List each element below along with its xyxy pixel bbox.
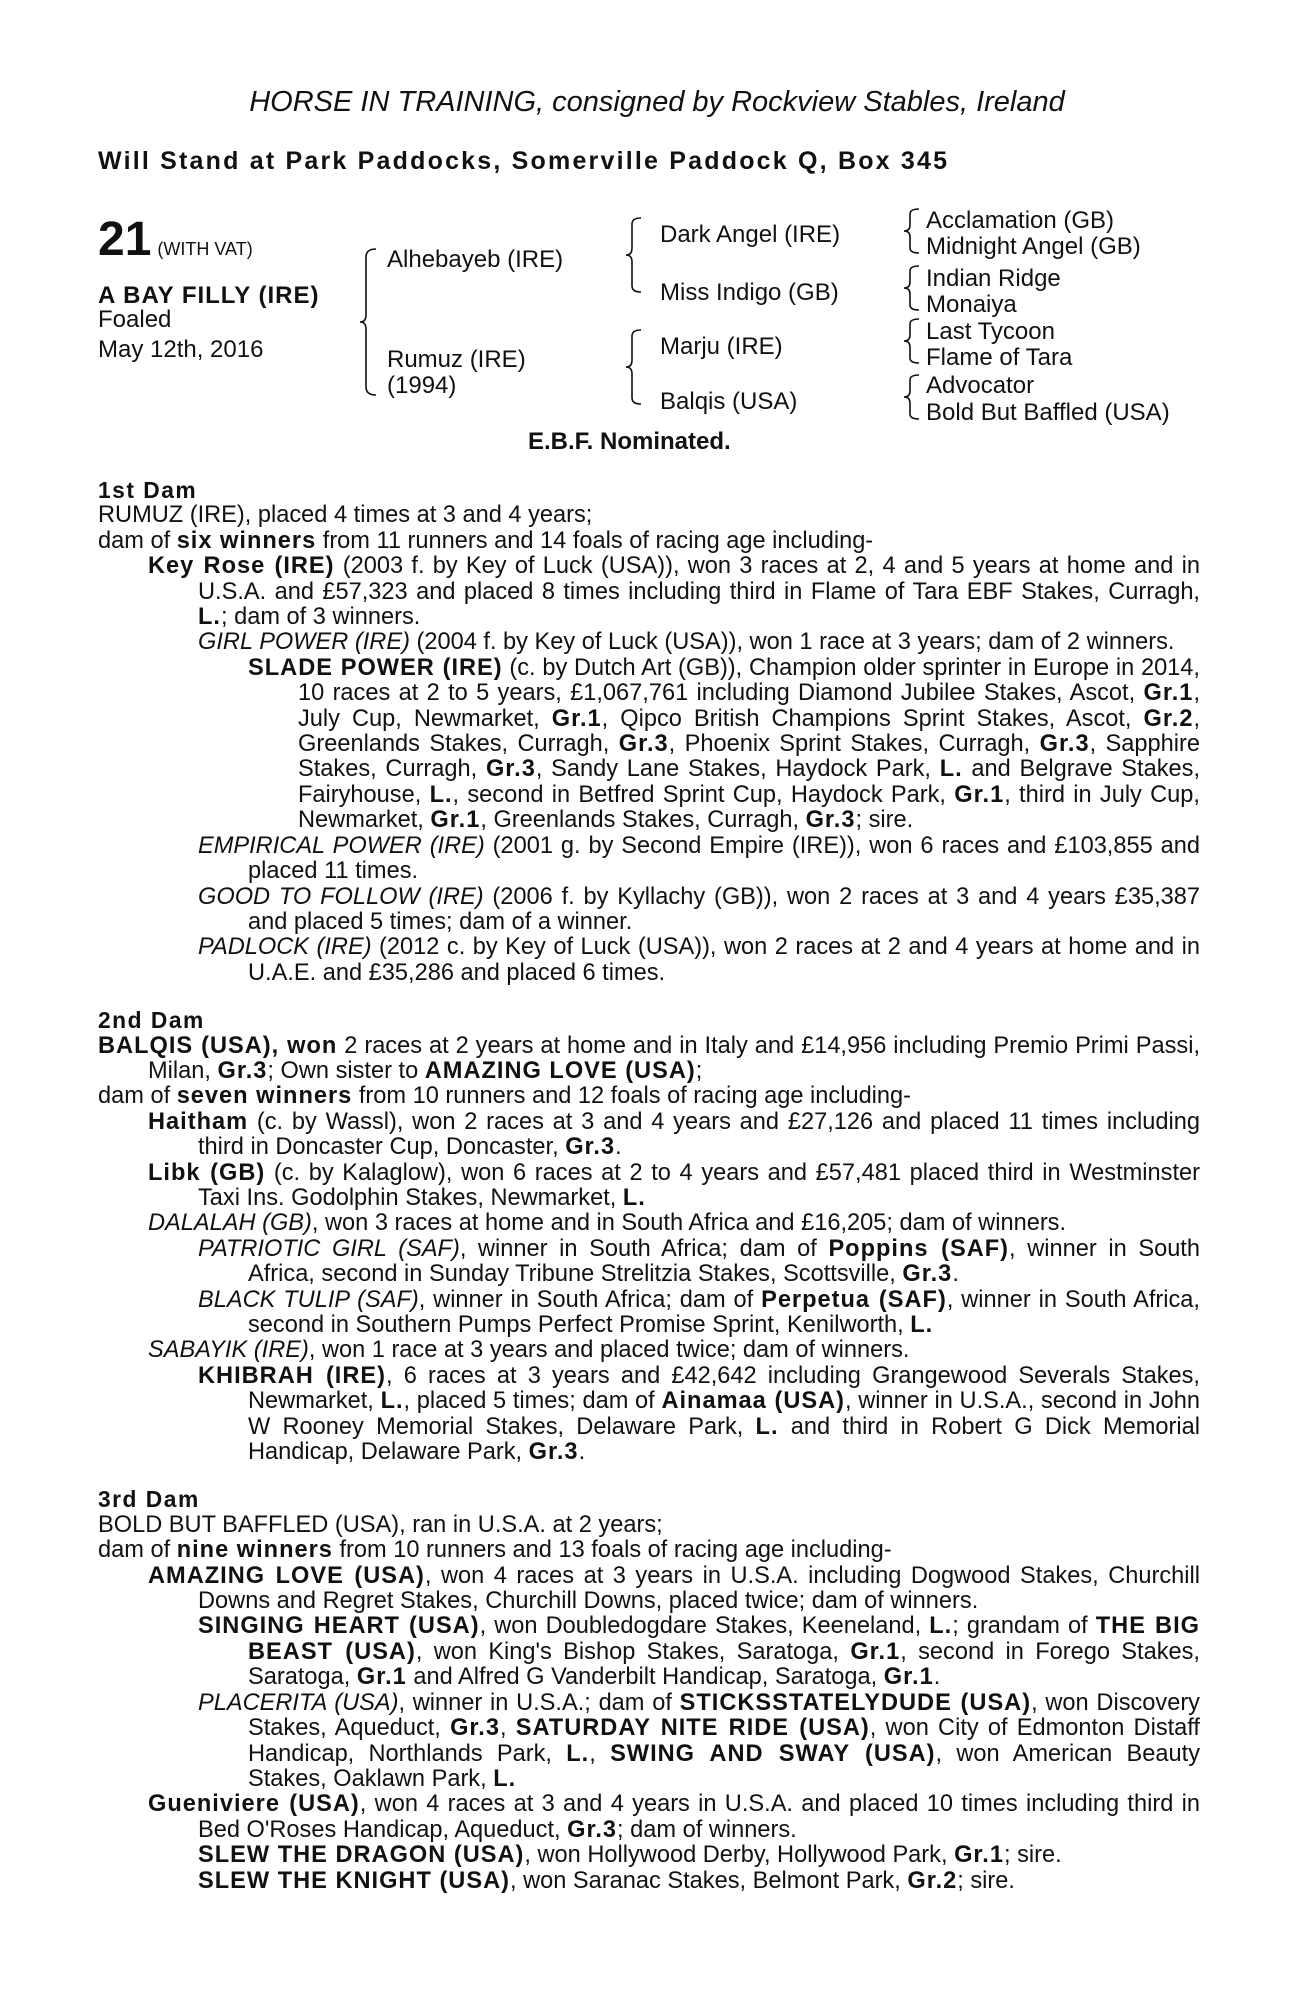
pedigree-brace-dd [902, 373, 924, 421]
first-dam-heading: 1st Dam [98, 477, 198, 503]
pedigree-dam-dam: Balqis (USA) [660, 388, 798, 415]
pedigree-brace-dam [624, 328, 646, 406]
pedigree-dam-year: (1994) [387, 372, 457, 399]
second-dam-produce-summary: dam of seven winners from 10 runners and 12 foals of racing age including- [98, 1083, 912, 1110]
produce-dalalah: DALALAH (GB), won 3 races at home and in South Africa and £16,205; dam of winners. [148, 1210, 1067, 1237]
second-dam-heading: 2nd Dam [98, 1007, 205, 1034]
pedigree-dss: Last Tycoon [926, 318, 1055, 345]
pedigree-dsd: Flame of Tara [926, 344, 1073, 371]
third-dam-line: BOLD BUT BAFFLED (USA), ran in U.S.A. at 2 years; [98, 1511, 663, 1538]
produce-black-tulip: BLACK TULIP (SAF), winner in South Africa; dam of Perpetua (SAF), winner in South Africa, second in Southern Pumps Perfect Promise Sprint, Kenilworth, L. [198, 1286, 1200, 1338]
lot-name: A BAY FILLY (IRE) [98, 282, 320, 309]
pedigree-brace-sd [902, 264, 924, 312]
second-dam-line: BALQIS (USA), won 2 races at 2 years at home and in Italy and £14,956 including Premio Primi Passi, Milan, Gr.3; Own sister to AMAZING LOVE (USA); [98, 1032, 1200, 1084]
first-dam-line: RUMUZ (IRE), placed 4 times at 3 and 4 years; [98, 502, 593, 529]
stand-location: Will Stand at Park Paddocks, Somerville Paddock Q, Box 345 [98, 147, 950, 175]
produce-sabayik: SABAYIK (IRE), won 1 race at 3 years and placed twice; dam of winners. [148, 1337, 910, 1364]
produce-girl-power: GIRL POWER (IRE) (2004 f. by Key of Luck (USA)), won 1 race at 3 years; dam of 2 winners. [198, 629, 1175, 656]
pedigree-dds: Advocator [926, 372, 1035, 399]
produce-libk: Libk (GB) (c. by Kalaglow), won 6 races at 2 to 4 years and £57,481 placed third in Westminster Taxi Ins. Godolphin Stakes, Newmarket, L. [148, 1159, 1200, 1211]
produce-slew-the-dragon: SLEW THE DRAGON (USA), won Hollywood Derby, Hollywood Park, Gr.1; sire. [198, 1842, 1062, 1869]
lot-number-block [98, 212, 253, 267]
catalogue-heading: HORSE IN TRAINING, consigned by Rockview Stables, Ireland [249, 86, 1065, 118]
produce-gueniviere: Gueniviere (USA), won 4 races at 3 and 4 years in U.S.A. and placed 10 times including third in Bed O'Roses Handicap, Aqueduct, Gr.3; dam of winners. [148, 1791, 1200, 1843]
pedigree-sds: Indian Ridge [926, 265, 1061, 292]
pedigree-brace-ds [902, 317, 924, 365]
third-dam-produce-summary: dam of nine winners from 10 runners and 13 foals of racing age including- [98, 1537, 892, 1564]
produce-slade-power: SLADE POWER (IRE) (c. by Dutch Art (GB)), Champion older sprinter in Europe in 2014, 10 races at 2 to 5 years, £1,067,761 including Diamond Jubilee Stakes, Ascot, Gr.1, July Cup, Newmarket, Gr.1, Qipco British Champions Sprint Stakes, Ascot, Gr.2, Greenlands Stakes, Curragh, Gr.3, Phoenix Sprint Stakes, Curragh, Gr.3, Sapphire Stakes, Curragh, Gr.3, Sandy Lane Stakes, Haydock Park, L. and Belgrave Stakes, Fairyhouse, L., second in Betfred Sprint Cup, Haydock Park, Gr.1, third in July Cup, Newmarket, Gr.1, Greenlands Stakes, Curragh, Gr.3; sire. [248, 654, 1201, 834]
foaled-label: Foaled [98, 306, 172, 333]
pedigree-sdd: Monaiya [926, 291, 1017, 318]
pedigree-ssd: Midnight Angel (GB) [926, 233, 1141, 260]
third-dam-heading: 3rd Dam [98, 1486, 200, 1513]
produce-singing-heart: SINGING HEART (USA), won Doubledogdare Stakes, Keeneland, L.; grandam of THE BIG BEAST (USA), won King's Bishop Stakes, Saratoga, Gr.1, second in Forego Stakes, Saratoga, Gr.1 and Alfred G Vanderbilt Handicap, Saratoga, Gr.1. [198, 1613, 1200, 1691]
first-dam-produce-summary: dam of six winners from 11 runners and 14 foals of racing age including- [98, 527, 874, 554]
pedigree-brace-sire [624, 216, 646, 294]
pedigree-brace-sire-dam [358, 247, 382, 397]
produce-key-rose: Key Rose (IRE) (2003 f. by Key of Luck (USA)), won 3 races at 2, 4 and 5 years at home and in U.S.A. and £57,323 and placed 8 times including third in Flame of Tara EBF Stakes, Curragh, L.; dam of 3 winners. [148, 553, 1200, 631]
pedigree-sire: Alhebayeb (IRE) [387, 246, 564, 273]
lot-number: 21 [98, 213, 152, 266]
foaled-info [98, 305, 263, 365]
pedigree-dam: Rumuz (IRE) [387, 346, 526, 373]
ebf-nomination: E.B.F. Nominated. [528, 428, 731, 455]
foaled-date: May 12th, 2016 [98, 336, 264, 363]
produce-patriotic-girl: PATRIOTIC GIRL (SAF), winner in South Africa; dam of Poppins (SAF), winner in South Africa, second in Sunday Tribune Strelitzia Stakes, Scottsville, Gr.3. [198, 1235, 1200, 1288]
vat-note: (WITH VAT) [157, 239, 253, 259]
catalogue-body [98, 478, 1200, 1894]
produce-placerita: PLACERITA (USA), winner in U.S.A.; dam of STICKSSTATELYDUDE (USA), won Discovery Stakes, Aqueduct, Gr.3, SATURDAY NITE RIDE (USA), won City of Edmonton Distaff Handicap, Northlands Park, L., SWING AND SWAY (USA), won American Beauty Stakes, Oaklawn Park, L. [198, 1689, 1200, 1792]
pedigree-dam-sire: Marju (IRE) [660, 333, 783, 360]
produce-slew-the-knight: SLEW THE KNIGHT (USA), won Saranac Stakes, Belmont Park, Gr.2; sire. [198, 1867, 1015, 1894]
pedigree-ddd: Bold But Baffled (USA) [926, 399, 1170, 426]
pedigree-sss: Acclamation (GB) [926, 207, 1115, 234]
produce-khibrah: KHIBRAH (IRE), 6 races at 3 years and £42,642 including Grangewood Severals Stakes, Newmarket, L., placed 5 times; dam of Ainamaa (USA), winner in U.S.A., second in John W Rooney Memorial Stakes, Delaware Park, L. and third in Robert G Dick Memorial Handicap, Delaware Park, Gr.3. [198, 1362, 1200, 1466]
pedigree-brace-ss [902, 207, 924, 255]
produce-haitham: Haitham (c. by Wassl), won 2 races at 3 and 4 years and £27,126 and placed 11 times including third in Doncaster Cup, Doncaster, Gr.3. [148, 1108, 1200, 1161]
produce-empirical-power: EMPIRICAL POWER (IRE) (2001 g. by Second Empire (IRE)), won 6 races and £103,855 and placed 11 times. [198, 832, 1201, 885]
produce-amazing-love: AMAZING LOVE (USA), won 4 races at 3 years in U.S.A. including Dogwood Stakes, Churchill Downs and Regret Stakes, Churchill Downs, placed twice; dam of winners. [148, 1562, 1201, 1615]
produce-good-to-follow: GOOD TO FOLLOW (IRE) (2006 f. by Kyllachy (GB)), won 2 races at 3 and 4 years £35,387 and placed 5 times; dam of a winner. [198, 883, 1200, 935]
produce-padlock: PADLOCK (IRE) (2012 c. by Key of Luck (USA)), won 2 races at 2 and 4 years at home and in U.A.E. and £35,286 and placed 6 times. [198, 934, 1200, 986]
pedigree-sire-sire: Dark Angel (IRE) [660, 221, 841, 248]
pedigree-sire-dam: Miss Indigo (GB) [660, 279, 839, 306]
